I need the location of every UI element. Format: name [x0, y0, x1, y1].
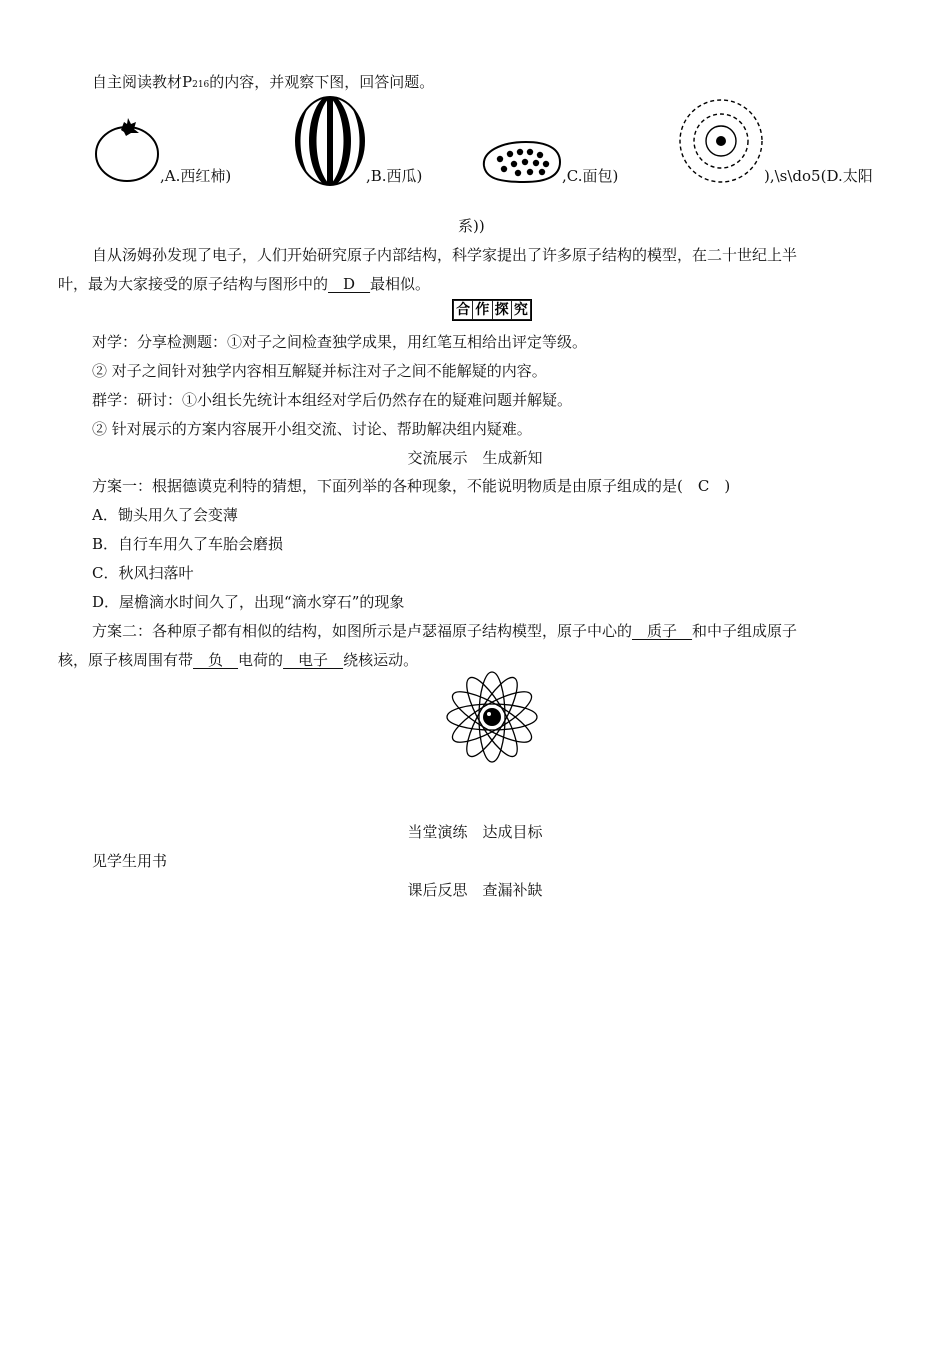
- charge-blank: 负: [193, 651, 239, 669]
- duixue-line1: 对学：分享检测题：①对子之间检查独学成果，用红笔互相给出评定等级。: [92, 333, 588, 351]
- watermelon-figure: [294, 95, 366, 187]
- page-subscript: 216: [192, 80, 210, 90]
- electron-blank: 电子: [283, 651, 344, 669]
- plan1-option-c: C．秋风扫落叶: [92, 564, 194, 582]
- badge-char: 合: [454, 301, 472, 319]
- plan1-option-a: A．锄头用久了会变薄: [92, 506, 238, 524]
- question1-line1: 自从汤姆孙发现了电子，人们开始研究原子内部结构，科学家提出了许多原子结构的模型，在二十世纪上半: [92, 246, 798, 264]
- section-heading-reflect: 课后反思 查漏补缺: [407, 881, 543, 899]
- figure-c-label: ,C.面包): [562, 167, 619, 185]
- plan2-line2: 核，原子核周围有带 负 电荷的 电子 绕核运动。: [58, 651, 419, 669]
- cooperation-badge: [452, 299, 532, 321]
- duixue-line2: ② 对子之间针对独学内容相互解疑并标注对子之间不能解疑的内容。: [92, 362, 547, 380]
- plan2-line1: 方案二：各种原子都有相似的结构，如图所示是卢瑟福原子结构模型，原子中心的 质子 和中子组成原子: [92, 622, 798, 640]
- question1-line2: 叶，最为大家接受的原子结构与图形中的 D 最相似。: [58, 275, 431, 293]
- qunxue-line1: 群学：研讨：①小组长先统计本组经对学后仍然存在的疑难问题并解疑。: [92, 391, 573, 409]
- intro-line: 自主阅读教材P216的内容，并观察下图，回答问题。: [92, 73, 435, 91]
- figure-a-label: ,A.西红柿): [160, 167, 232, 185]
- proton-blank: 质子: [632, 622, 693, 640]
- figure-d-label: ),\s\do5(D.太阳: [764, 167, 873, 185]
- badge-char: 作: [473, 301, 491, 319]
- badge-char: 究: [512, 301, 530, 319]
- section-heading-practice: 当堂演练 达成目标: [407, 823, 543, 841]
- see-book-note: 见学生用书: [92, 852, 168, 870]
- figure-b-label: ,B.西瓜): [366, 167, 423, 185]
- section-heading-show: 交流展示 生成新知: [407, 449, 543, 467]
- tomato-figure: [94, 116, 164, 186]
- plan1-stem: 方案一：根据德谟克利特的猜想，下面列举的各种现象，不能说明物质是由原子组成的是( C ): [92, 477, 731, 495]
- solar-system-figure: [678, 98, 764, 184]
- qunxue-line2: ② 针对展示的方案内容展开小组交流、讨论、帮助解决组内疑难。: [92, 420, 532, 438]
- bread-figure: [480, 138, 562, 184]
- answer-blank: D: [328, 275, 371, 293]
- rutherford-atom-figure: [444, 670, 540, 764]
- badge-char: 探: [493, 301, 511, 319]
- plan1-option-d: D．屋檐滴水时间久了，出现“滴水穿石”的现象: [92, 593, 405, 611]
- plan1-option-b: B．自行车用久了车胎会磨损: [92, 535, 284, 553]
- figure-d-label-cont: 系)): [458, 217, 485, 235]
